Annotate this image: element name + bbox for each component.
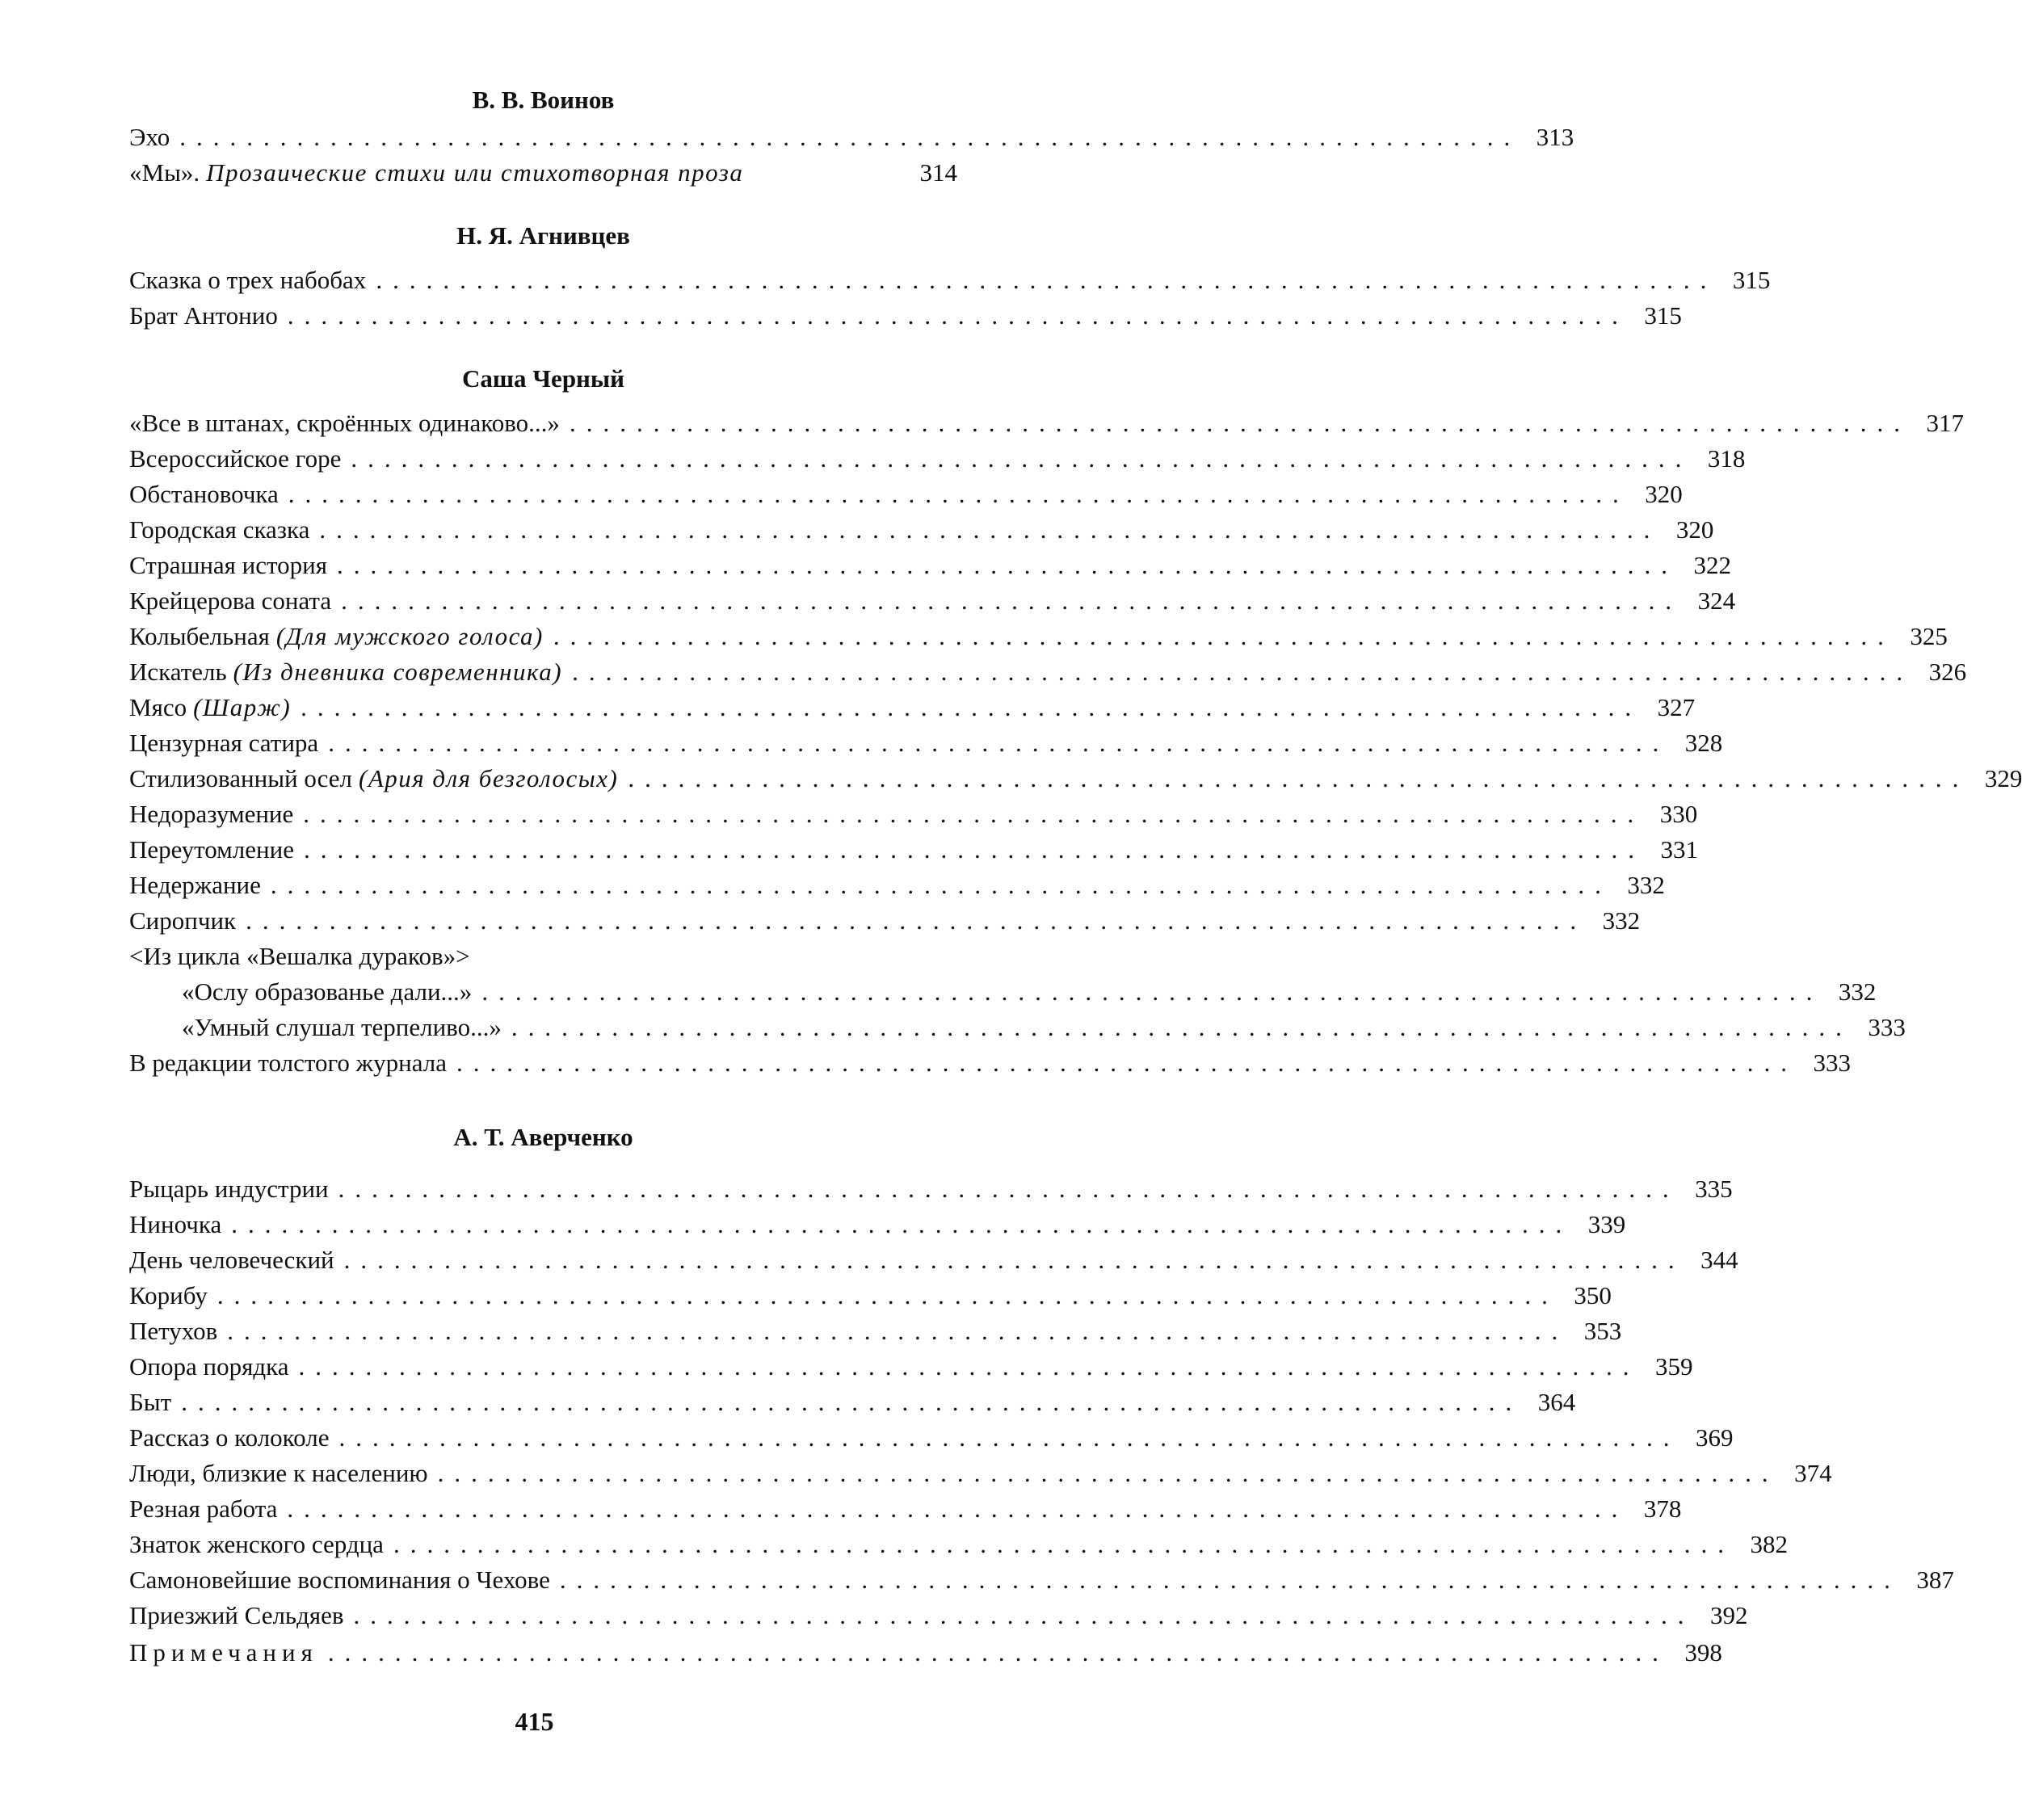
toc-entry xyxy=(129,1383,1576,1419)
dot-leader: ................................................................................ xyxy=(287,1494,1629,1523)
dot-leader: ................................................................................ xyxy=(338,1175,1679,1203)
dot-leader: ................................................................................ xyxy=(341,586,1683,615)
entry-title: Опора порядка xyxy=(129,1352,289,1381)
toc-entry xyxy=(129,118,1574,153)
toc-entry xyxy=(129,475,1683,511)
entry-title: Корибу xyxy=(129,1281,208,1309)
toc-entry xyxy=(129,261,1771,296)
toc-entry xyxy=(129,296,1682,332)
entry-title-text: «Мы». xyxy=(129,158,200,187)
entry-title: Люди, близкие к населению xyxy=(129,1459,428,1487)
dot-leader: ................................................................................ xyxy=(343,1246,1685,1274)
dot-leader: ................................................................................ xyxy=(319,515,1661,544)
dot-leader: ................................................................................ xyxy=(179,123,1521,151)
toc-entry xyxy=(129,439,1746,475)
toc-entry xyxy=(129,1525,1788,1561)
entry-title: Обстановочка xyxy=(129,480,279,508)
dot-leader: ................................................................................ xyxy=(246,906,1587,935)
page-number: 332 xyxy=(1838,977,1877,1006)
page-number: 314 xyxy=(919,158,957,187)
entry-title: В редакции толстого журнала xyxy=(129,1049,447,1077)
dot-leader: ................................................................................ xyxy=(353,1601,1695,1629)
page-number: 330 xyxy=(1659,800,1698,828)
entry-title: Недоразумение xyxy=(129,800,294,828)
entry-subtitle: (Ария для безголосых) xyxy=(359,764,619,792)
dot-leader: ................................................................................ xyxy=(572,658,1914,686)
dot-leader: ................................................................................ xyxy=(628,764,1969,792)
dot-leader: ................................................................................ xyxy=(569,409,1911,437)
toc-entry xyxy=(129,546,1732,582)
toc-entry xyxy=(129,582,1736,617)
entry-title: Рыцарь индустрии xyxy=(129,1175,329,1203)
toc-entry xyxy=(129,1454,1832,1490)
page-folio: 415 xyxy=(515,1707,554,1736)
page-number: 320 xyxy=(1645,480,1683,508)
toc-entry xyxy=(129,511,1714,546)
page-number: 331 xyxy=(1660,835,1698,864)
toc-entry xyxy=(129,617,1948,653)
page-number: 317 xyxy=(1926,409,1964,437)
page-number: 333 xyxy=(1868,1013,1906,1041)
page-number: 329 xyxy=(1984,764,2022,792)
entry-title xyxy=(129,157,743,189)
toc-entry xyxy=(129,1312,1622,1347)
page-number: 320 xyxy=(1675,515,1714,544)
entry-title xyxy=(129,763,618,795)
page-number: 339 xyxy=(1587,1210,1626,1238)
entry-subtitle: (Для мужского голоса) xyxy=(275,622,544,650)
toc-entry xyxy=(129,759,2022,795)
page-number: 350 xyxy=(1574,1281,1612,1309)
toc-entry xyxy=(129,1347,1693,1383)
page-number: 398 xyxy=(1684,1638,1722,1667)
page-number: 326 xyxy=(1928,658,1967,686)
dot-leader: ................................................................................ xyxy=(298,1352,1640,1381)
toc-entry xyxy=(182,973,1877,1008)
page-number: 325 xyxy=(1910,622,1948,650)
dot-leader: ................................................................................ xyxy=(481,977,1823,1006)
toc-entry xyxy=(129,1205,1626,1241)
page-number: 378 xyxy=(1643,1494,1682,1523)
entry-title-text: Мясо xyxy=(129,693,187,721)
entry-title-text: Искатель xyxy=(129,658,227,686)
entry-title: Примечания xyxy=(129,1638,318,1667)
toc-entry xyxy=(129,830,1698,866)
page-number: 332 xyxy=(1602,906,1641,935)
entry-title: Сказка о трех набобах xyxy=(129,266,367,294)
dot-leader: ................................................................................ xyxy=(301,693,1642,721)
dot-leader: ................................................................................ xyxy=(338,1423,1680,1452)
dot-leader: ................................................................................ xyxy=(327,1638,1669,1667)
dot-leader: ................................................................................ xyxy=(376,266,1717,294)
page-number: 364 xyxy=(1537,1388,1576,1416)
toc-entry xyxy=(129,1276,1612,1312)
page-number: 333 xyxy=(1813,1049,1851,1077)
dot-leader: ................................................................................ xyxy=(393,1530,1734,1558)
dot-leader: ................................................................................ xyxy=(181,1388,1523,1416)
page-number: 322 xyxy=(1693,551,1732,579)
dot-leader: ................................................................................ xyxy=(216,1281,1558,1309)
dot-leader: ................................................................................ xyxy=(328,729,1670,757)
page-number: 313 xyxy=(1536,123,1574,151)
entry-title: Резная работа xyxy=(129,1494,278,1523)
dot-leader: ................................................................................ xyxy=(270,871,1612,899)
entry-title: Страшная история xyxy=(129,551,328,579)
entry-title: Быт xyxy=(129,1388,172,1416)
entry-title: Городская сказка xyxy=(129,515,310,544)
dot-leader: ................................................................................ xyxy=(456,1049,1797,1077)
entry-title: Переутомление xyxy=(129,835,294,864)
entry-subtitle: (Из дневника современника) xyxy=(233,658,563,686)
toc-entry xyxy=(129,1596,1748,1632)
dot-leader: ................................................................................ xyxy=(437,1459,1779,1487)
dot-leader: ................................................................................ xyxy=(287,301,1629,330)
page-number: 344 xyxy=(1700,1246,1738,1274)
page-number: 374 xyxy=(1794,1459,1832,1487)
toc-entry xyxy=(129,653,1967,688)
dot-leader: ................................................................................ xyxy=(351,444,1692,473)
page-number: 327 xyxy=(1657,693,1696,721)
entry-title: Сиропчик xyxy=(129,906,237,935)
dot-leader: ................................................................................ xyxy=(303,835,1645,864)
toc-entry xyxy=(129,1044,1851,1079)
dot-leader: ................................................................................ xyxy=(231,1210,1573,1238)
page-number: 392 xyxy=(1710,1601,1748,1629)
page-number: 324 xyxy=(1697,586,1736,615)
entry-title: Всероссийское горе xyxy=(129,444,342,473)
toc-entry xyxy=(129,1419,1734,1454)
entry-title-text: Стилизованный осел xyxy=(129,764,353,792)
toc-entry xyxy=(129,1170,1733,1205)
dot-leader: ................................................................................ xyxy=(337,551,1679,579)
toc-entry xyxy=(129,404,1964,439)
toc-entry xyxy=(129,1490,1682,1525)
entry-title: Приезжий Сельдяев xyxy=(129,1601,344,1629)
dot-leader: ................................................................................ xyxy=(553,622,1894,650)
entry-title: «Все в штанах, скроённых одинаково...» xyxy=(129,409,560,437)
page-number: 382 xyxy=(1750,1530,1788,1558)
toc-entry xyxy=(129,902,1641,937)
toc-entry xyxy=(182,1008,1906,1044)
entry-title: Эхо xyxy=(129,123,170,151)
toc-entry xyxy=(129,866,1665,902)
dot-leader: ................................................................................ xyxy=(559,1566,1901,1594)
page-number: 359 xyxy=(1654,1352,1693,1381)
author-heading: В. В. Воинов xyxy=(472,86,615,114)
entry-subtitle: (Шарж) xyxy=(193,693,292,721)
page-number: 332 xyxy=(1627,871,1665,899)
toc-entry xyxy=(129,1633,1722,1669)
dot-leader: ................................................................................ xyxy=(303,800,1645,828)
entry-title: Рассказ о колоколе xyxy=(129,1423,330,1452)
page-number: 318 xyxy=(1707,444,1746,473)
toc-entry xyxy=(129,1561,1954,1596)
toc-entry xyxy=(129,795,1698,830)
entry-title xyxy=(129,691,291,724)
entry-title: Крейцерова соната xyxy=(129,586,332,615)
dot-leader: ................................................................................ xyxy=(288,480,1629,508)
entry-title xyxy=(129,656,562,688)
dot-leader: ................................................................................ xyxy=(227,1317,1569,1345)
toc-entry xyxy=(129,688,1696,724)
dot-leader: ................................................................................ xyxy=(511,1013,1852,1041)
entry-title: Ниночка xyxy=(129,1210,222,1238)
page-number: 353 xyxy=(1583,1317,1622,1345)
entry-title: Недержание xyxy=(129,871,261,899)
toc-entry xyxy=(129,153,957,189)
entry-title: Знаток женского сердца xyxy=(129,1530,384,1558)
entry-title: Брат Антонио xyxy=(129,301,278,330)
entry-title: Самоновейшие воспоминания о Чехове xyxy=(129,1566,550,1594)
page-number: 315 xyxy=(1644,301,1682,330)
entry-title-text: Колыбельная xyxy=(129,622,270,650)
entry-subtitle: Прозаические стихи или стихотворная проза xyxy=(206,158,744,187)
entry-title: «Умный слушал терпеливо...» xyxy=(182,1013,502,1041)
entry-title: Цензурная сатира xyxy=(129,729,319,757)
cycle-group-title: <Из цикла «Вешалка дураков»> xyxy=(129,942,470,970)
entry-title: День человеческий xyxy=(129,1246,334,1274)
author-heading: Саша Черный xyxy=(462,364,624,393)
author-heading: Н. Я. Агнивцев xyxy=(456,221,630,250)
page-number: 328 xyxy=(1684,729,1723,757)
author-heading: А. Т. Аверченко xyxy=(453,1123,633,1151)
page-number: 387 xyxy=(1916,1566,1954,1594)
page-number: 369 xyxy=(1695,1423,1734,1452)
page-number: 315 xyxy=(1732,266,1771,294)
toc-entry xyxy=(129,724,1723,759)
toc-entry xyxy=(129,1241,1738,1276)
page-number: 335 xyxy=(1695,1175,1733,1203)
entry-title: «Ослу образованье дали...» xyxy=(182,977,473,1006)
entry-title xyxy=(129,620,544,653)
entry-title: Петухов xyxy=(129,1317,218,1345)
